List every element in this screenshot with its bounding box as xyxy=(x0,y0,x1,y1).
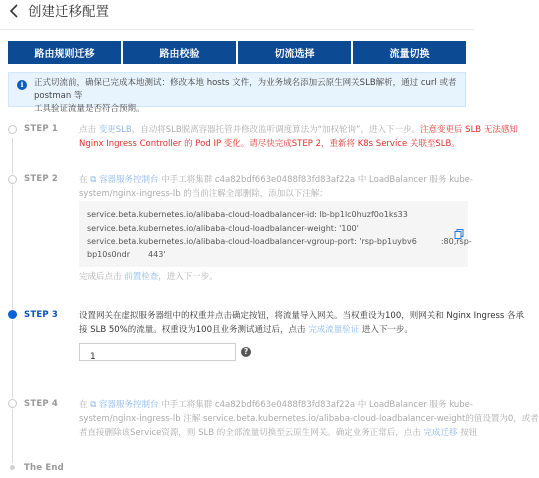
step-1-label: STEP 1 xyxy=(24,124,59,134)
page-title: 创建迁移配置 xyxy=(28,4,109,20)
copy-icon[interactable] xyxy=(454,229,464,239)
step-3-dot xyxy=(8,310,17,319)
help-icon[interactable]: ? xyxy=(241,347,251,357)
timeline-line-4 xyxy=(12,409,13,463)
code-line-4: bp10s0ndr 443' xyxy=(87,250,166,259)
back-arrow-icon[interactable] xyxy=(7,3,23,19)
step-4-label: STEP 4 xyxy=(24,399,59,409)
step-tab-route-verify: 路由校验 xyxy=(123,41,236,64)
step-4-dot xyxy=(8,399,17,408)
weight-input-wrapper xyxy=(79,343,236,361)
complete-migration-link[interactable]: 完成迁移 xyxy=(423,428,458,438)
code-line-2: service.beta.kubernetes.io/alibaba-cloud-loadbalancer-weight: '100' xyxy=(87,224,359,233)
step-2-footer: 完成后点击 前置检查，进入下一步。 xyxy=(79,272,218,282)
change-slb-link[interactable]: 变更SLB xyxy=(98,125,132,135)
complete-traffic-verify-link[interactable]: 完成流量验证 xyxy=(308,325,360,335)
external-link-icon: ⧉ xyxy=(90,175,97,185)
container-console-link-2[interactable]: 容器服务控制台 xyxy=(99,400,159,410)
step-2-label: STEP 2 xyxy=(24,174,59,184)
step-2-dot xyxy=(8,175,17,184)
step-1-text: 点击 变更SLB，自动将SLB脱离容器托管并修改监听调度算法为“加权轮询”，进入下一步。注意变更后 SLB 无法感知 Nginx Ingress Controller 的 Pod IP 变化。请尽快完成STEP 2，重新将 K8s Service 关联至SLB。 xyxy=(79,125,518,149)
step-3-text: 设置网关在虚拟服务器组中的权重并点击确定按钮，将流量导入网关。当权重设为100，则网关和 Nginx Ingress 各承 接 SLB 50%的流量。权重设为100且业务测试通过后，点击 完成流量验证 进入下一步。 xyxy=(79,311,525,335)
step-tab-route-migration: 路由规则迁移 xyxy=(8,41,121,64)
end-dot xyxy=(10,465,15,470)
notice-text: 正式切流前，确保已完成本地测试：修改本地 hosts 文件，为业务域名添加云原生网关SLB解析，通过 curl 或者 postman 等 工具验证流量是否符合预期。 xyxy=(34,78,457,114)
code-line-3: service.beta.kubernetes.io/alibaba-cloud-loadbalancer-vgroup-port: 'rsp-bp1uybv6 :80,rsp- xyxy=(87,237,472,246)
step-4-text: 在 ⧉ 容器服务控制台 中手工将集群 c4a82bdf663e0488f83fd83af22a 中 LoadBalancer 服务 kube- system/nginx-ingress-lb 注解 service.beta.kubernetes.io/alibaba-cloud-loadbalancer-weight的值设置为0，或者 者直接删除该Service资源，则 SLB 的全部流量切换至云原生网关。确定业务正常后，点击 完成迁移 按钮 xyxy=(79,400,539,438)
external-link-icon: ⧉ xyxy=(90,400,97,410)
precheck-link[interactable]: 前置检查 xyxy=(124,272,159,282)
step-2-text: 在 ⧉ 容器服务控制台 中手工将集群 c4a82bdf663e0488f83fd83af22a 中 LoadBalancer 服务 kube- system/nginx-ingress-lb 的当前注解全部删除，添加以下注解： xyxy=(79,175,473,199)
container-console-link[interactable]: 容器服务控制台 xyxy=(99,175,159,185)
annotation-code-block xyxy=(79,201,472,267)
code-line-1: service.beta.kubernetes.io/alibaba-cloud-loadbalancer-id: lb-bp1lc0huzf0o1ks33 xyxy=(87,210,408,219)
migration-steps-bar xyxy=(8,41,466,64)
timeline-line-1 xyxy=(12,138,13,174)
step-3-label: STEP 3 xyxy=(24,310,59,320)
timeline-line-3 xyxy=(12,320,13,398)
info-icon: i xyxy=(17,80,27,90)
end-label: The End xyxy=(24,463,64,473)
step-tab-traffic-select: 切流选择 xyxy=(238,41,351,64)
step-1-dot xyxy=(8,125,17,134)
timeline-line-2 xyxy=(12,185,13,309)
info-notice xyxy=(8,72,466,114)
weight-input[interactable] xyxy=(80,349,235,365)
step-tab-traffic-switch: 流量切换 xyxy=(353,41,466,64)
header-divider xyxy=(0,29,474,30)
